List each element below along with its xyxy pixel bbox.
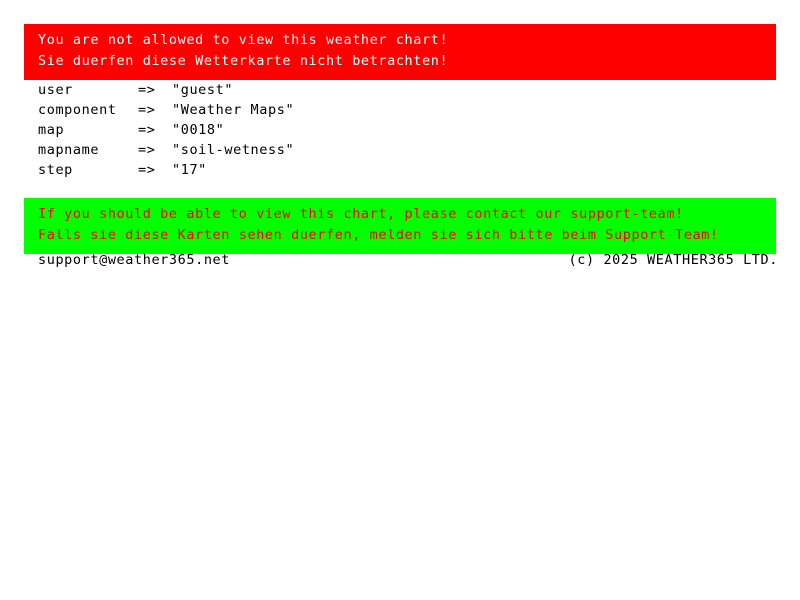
footer	[38, 250, 778, 270]
param-arrow: =>	[138, 142, 156, 158]
param-key-component: component	[38, 102, 117, 118]
error-message-en: You are not allowed to view this weather chart!	[38, 32, 449, 48]
param-arrow: =>	[138, 162, 156, 178]
param-value-mapname: "soil-wetness"	[172, 142, 295, 158]
param-arrow: =>	[138, 122, 156, 138]
param-key-map: map	[38, 122, 65, 138]
param-key-user: user	[38, 82, 73, 98]
table-row	[38, 140, 294, 160]
table-row	[38, 120, 294, 140]
param-key-mapname: mapname	[38, 142, 100, 158]
param-arrow: =>	[138, 102, 156, 118]
request-parameters-table	[38, 80, 294, 180]
support-banner	[24, 198, 776, 254]
param-key-step: step	[38, 162, 73, 178]
support-message-de: Falls sie diese Karten sehen duerfen, melden sie sich bitte beim Support-Team!	[38, 227, 719, 243]
error-banner	[24, 24, 776, 80]
support-email-link[interactable]: support@weather365.net	[38, 252, 231, 268]
param-value-component: "Weather Maps"	[172, 102, 295, 118]
support-message-en: If you should be able to view this chart, please contact our support-team!	[38, 206, 684, 222]
copyright-text: (c) 2025 WEATHER365 LTD.	[568, 252, 778, 268]
param-value-user: "guest"	[172, 82, 234, 98]
table-row	[38, 160, 294, 180]
table-row	[38, 80, 294, 100]
param-value-map: "0018"	[172, 122, 225, 138]
table-row	[38, 100, 294, 120]
param-arrow: =>	[138, 82, 156, 98]
param-value-step: "17"	[172, 162, 207, 178]
error-message-de: Sie duerfen diese Wetterkarte nicht betrachten!	[38, 53, 449, 69]
